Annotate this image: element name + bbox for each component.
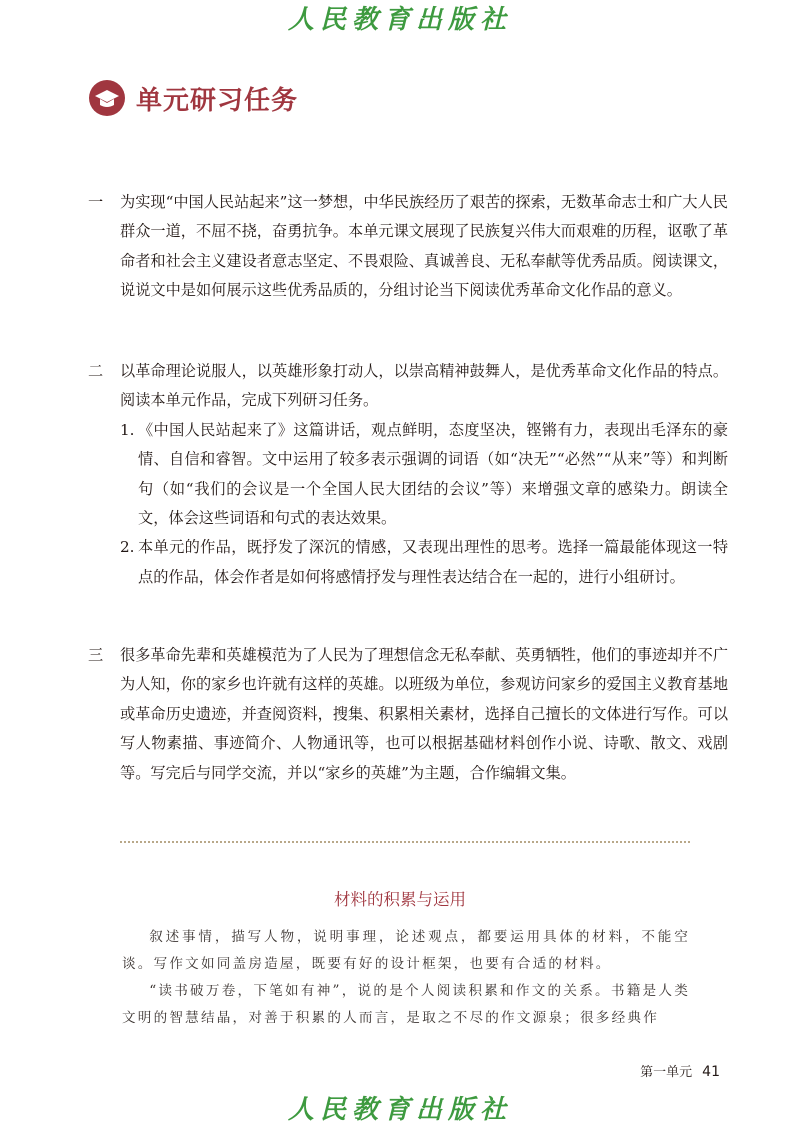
task-text: 以革命理论说服人，以英雄形象打动人，以崇高精神鼓舞人，是优秀革命文化作品的特点。阅读本单元作品，完成下列研习任务。 bbox=[120, 362, 728, 410]
task-number: 一 bbox=[88, 193, 104, 211]
page-number: 41 bbox=[702, 1064, 720, 1080]
section-title: 材料的积累与运用 bbox=[334, 890, 466, 909]
subtask-text: 本单元的作品，既抒发了深沉的情感，又表现出理性的思考。选择一篇最能体现这一特点的作品，体会作者是如何将感情抒发与理性表达结合在一起的，进行小组研讨。 bbox=[138, 538, 728, 586]
subtask-text: 《中国人民站起来了》这篇讲话，观点鲜明，态度坚决，铿锵有力，表现出毛泽东的豪情、自信和睿智。文中运用了较多表示强调的词语（如“决无”“必然”“从来”等）和判断句（如“我们的会议是一个全国人民大团结的会议”等）来增强文章的感染力。朗读全文，体会这些词语和句式的表达效果。 bbox=[138, 420, 728, 528]
task-item bbox=[88, 357, 728, 592]
publisher-logo-bottom: 人民教育出版社 bbox=[287, 1095, 512, 1125]
subtask-number: 2. bbox=[120, 538, 135, 557]
task-item bbox=[88, 188, 728, 306]
unit-label: 第一单元 bbox=[640, 1065, 693, 1080]
body-paragraph: “读书破万卷，下笔如有神”，说的是个人阅读积累和作文的关系。书籍是人类文明的智慧结晶，对善于积累的人而言，是取之不尽的作文源泉；很多经典作 bbox=[122, 983, 690, 1026]
body-paragraph: 叙述事情，描写人物，说明事理，论述观点，都要运用具体的材料，不能空谈。写作文如同盖房造屋，既要有好的设计框架，也要有合适的材料。 bbox=[122, 929, 690, 972]
page-title: 单元研习任务 bbox=[136, 85, 299, 116]
section-header bbox=[88, 78, 298, 118]
task-number: 二 bbox=[88, 362, 104, 380]
task-text: 很多革命先辈和英雄模范为了人民为了理想信念无私奉献、英勇牺牲，他们的事迹却并不广为人知，你的家乡也许就有这样的英雄。以班级为单位，参观访问家乡的爱国主义教育基地或革命历史遗迹，并查阅资料，搜集、积累相关素材，选择自己擅长的文体进行写作。可以写人物素描、事迹简介、人物通讯等，也可以根据基础材料创作小说、诗歌、散文、戏剧等。写完后与同学交流，并以“家乡的英雄”为主题，合作编辑文集。 bbox=[120, 646, 728, 782]
graduation-cap-icon bbox=[88, 79, 126, 117]
task-text: 为实现“中国人民站起来”这一梦想，中华民族经历了艰苦的探索，无数革命志士和广大人民群众一道，不屈不挠，奋勇抗争。本单元课文展现了民族复兴伟大而艰难的历程，讴歌了革命者和社会主义建设者意志坚定、不畏艰险、真诚善良、无私奉献等优秀品质。阅读课文，说说文中是如何展示这些优秀品质的，分组讨论当下阅读优秀革命文化作品的意义。 bbox=[120, 193, 728, 300]
subtask-item bbox=[120, 533, 728, 592]
section-body bbox=[122, 924, 690, 1032]
subtask-number: 1. bbox=[120, 420, 135, 439]
task-item bbox=[88, 641, 728, 788]
page-footer bbox=[640, 1061, 720, 1080]
subtask-item bbox=[120, 416, 728, 534]
dotted-divider bbox=[120, 841, 690, 843]
task-number: 三 bbox=[88, 646, 104, 664]
publisher-logo-top: 人民教育出版社 bbox=[287, 5, 512, 35]
